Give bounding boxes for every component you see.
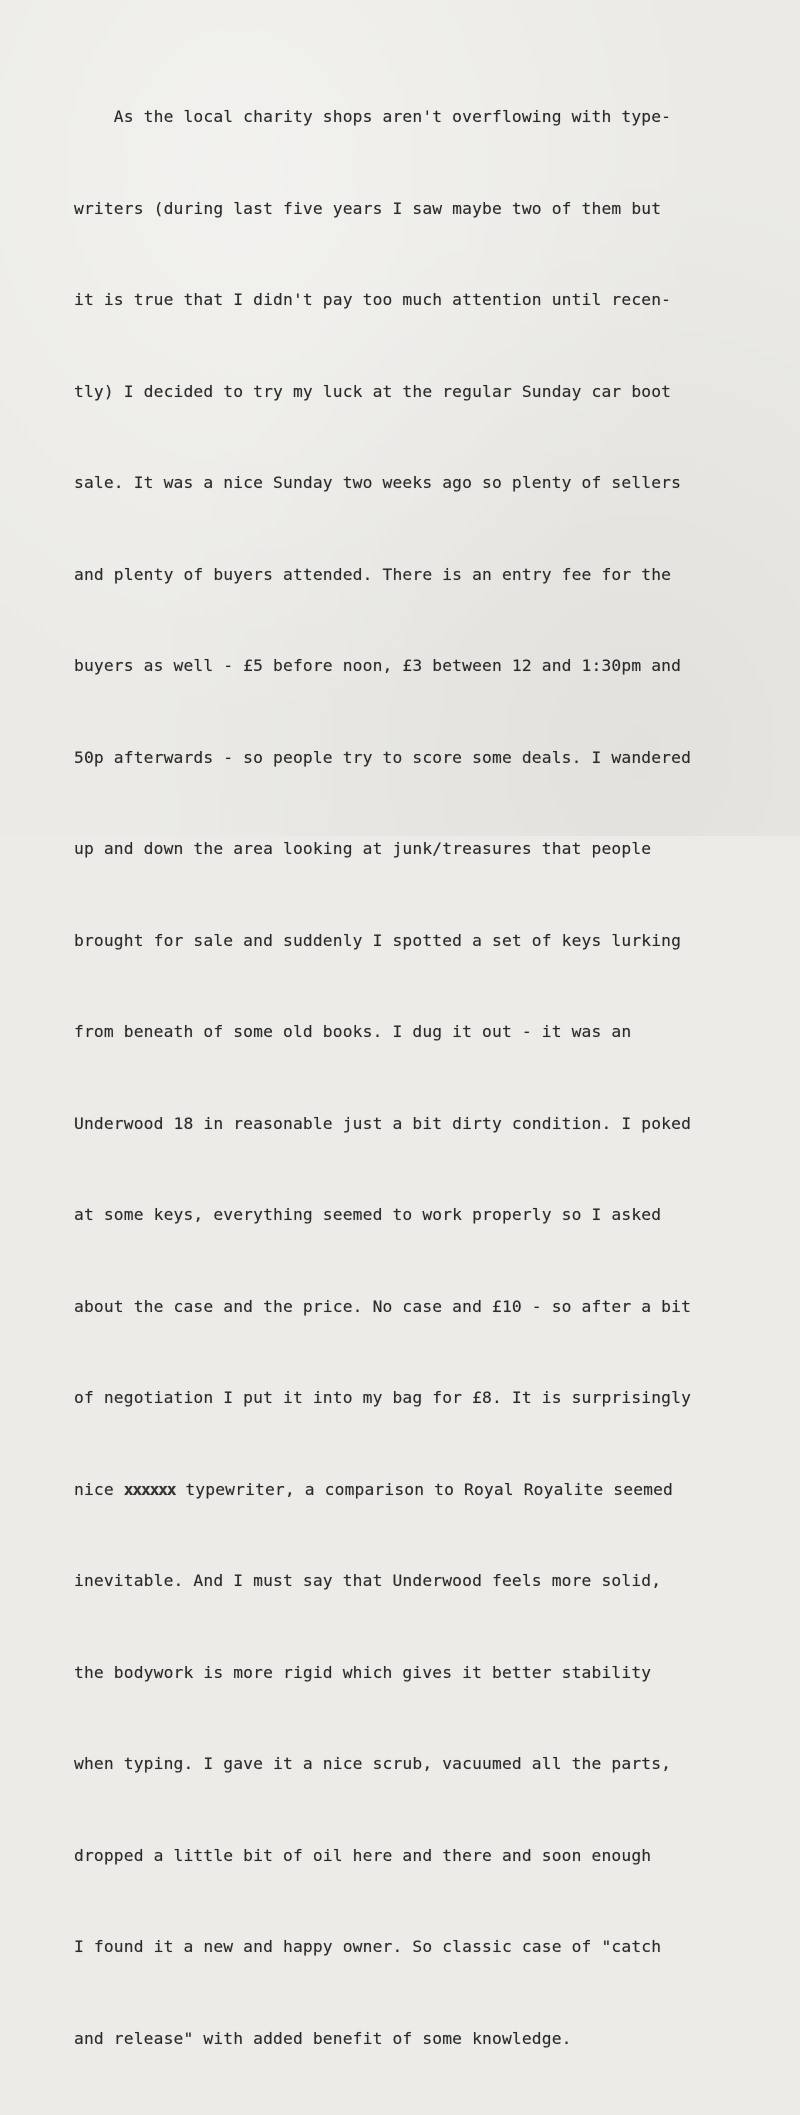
- text-line: sale. It was a nice Sunday two weeks ago so plenty of sellers: [74, 473, 682, 492]
- text-line-with-strikeover: [74, 1475, 789, 1506]
- text-line: I found it a new and happy owner. So classic case of "catch: [74, 1937, 662, 1956]
- text-line: 50p afterwards - so people try to score some deals. I wandered: [74, 747, 692, 767]
- text-line: when typing. I gave it a nice scrub, vacuumed all the parts,: [74, 1754, 672, 1773]
- text-line: and release" with added benefit of some knowledge.: [74, 2028, 572, 2048]
- text-line: at some keys, everything seemed to work properly so I asked: [74, 1205, 662, 1224]
- text-line: dropped a little bit of oil here and there and soon enough: [74, 1845, 652, 1865]
- text-line: brought for sale and suddenly I spotted a set of keys lurking: [74, 930, 682, 950]
- typed-paragraph: [74, 41, 789, 2115]
- text-line: from beneath of some old books. I dug it out - it was an: [74, 1022, 632, 1041]
- text-line: up and down the area looking at junk/treasures that people: [74, 839, 652, 858]
- text-line: and plenty of buyers attended. There is an entry fee for the: [74, 564, 672, 584]
- text-line: buyers as well - £5 before noon, £3 between 12 and 1:30pm and: [74, 656, 682, 675]
- text-line: As the local charity shops aren't overflowing with type-: [74, 107, 672, 126]
- text-line: writers (during last five years I saw maybe two of them but: [74, 198, 662, 218]
- text-line: the bodywork is more rigid which gives it better stability: [74, 1662, 652, 1682]
- text-fragment: nice: [74, 1479, 124, 1499]
- text-line: it is true that I didn't pay too much attention until recen-: [74, 290, 672, 309]
- text-line: tly) I decided to try my luck at the regular Sunday car boot: [74, 381, 672, 401]
- struck-out-word: xxxxxx: [123, 1479, 176, 1499]
- text-line: Underwood 18 in reasonable just a bit dirty condition. I poked: [74, 1113, 692, 1133]
- text-fragment: typewriter, a comparison to Royal Royalite seemed: [175, 1479, 673, 1499]
- text-line: about the case and the price. No case and £10 - so after a bit: [74, 1296, 692, 1316]
- text-line: of negotiation I put it into my bag for £8. It is surprisingly: [74, 1388, 692, 1407]
- text-line: inevitable. And I must say that Underwood feels more solid,: [74, 1571, 662, 1590]
